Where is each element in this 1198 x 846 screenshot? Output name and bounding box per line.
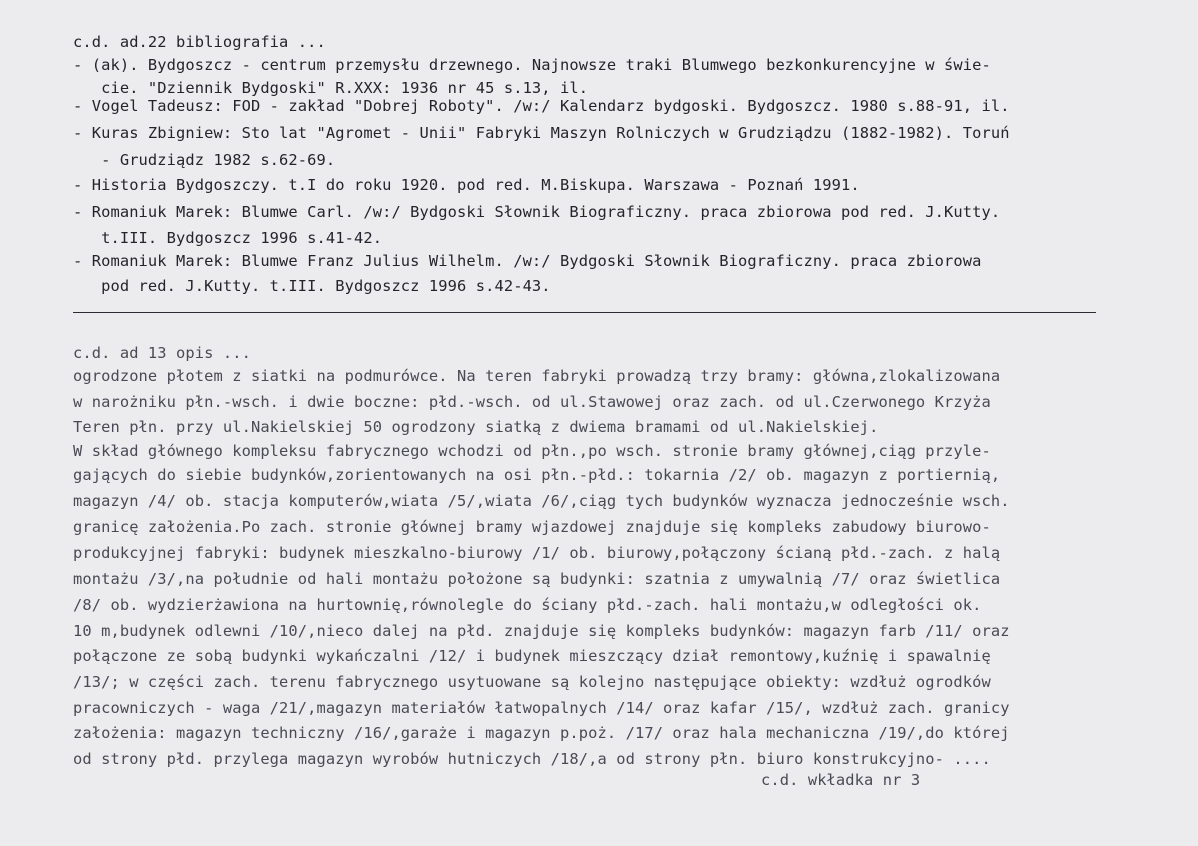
description-line: produkcyjnej fabryki: budynek mieszkalno-biurowy /1/ ob. biurowy,połączony ścianą płd.-zach. z halą bbox=[73, 544, 1001, 562]
bibliography-line: cie. "Dziennik Bydgoski" R.XXX: 1936 nr 45 s.13, il. bbox=[73, 79, 589, 97]
bibliography-line: - (ak). Bydgoszcz - centrum przemysłu drzewnego. Najnowsze traki Blumwego bezkonkurencyjne w świe- bbox=[73, 56, 991, 74]
bibliography-line: pod red. J.Kutty. t.III. Bydgoszcz 1996 s.42-43. bbox=[73, 277, 551, 295]
description-line: gających do siebie budynków,zorientowanych na osi płn.-płd.: tokarnia /2/ ob. magazyn z portiernią, bbox=[73, 466, 1001, 484]
description-line: granicę założenia.Po zach. stronie głównej bramy wjazdowej znajduje się kompleks zabudowy biurowo- bbox=[73, 518, 991, 536]
description-line: montażu /3/,na południe od hali montażu położone są budynki: szatnia z umywalnią /7/ oraz świetlica bbox=[73, 570, 1001, 588]
bibliography-line: - Romaniuk Marek: Blumwe Carl. /w:/ Bydgoski Słownik Biograficzny. praca zbiorowa pod red. J.Kutty. bbox=[73, 203, 1001, 221]
description-line: ogrodzone płotem z siatki na podmurówce. Na teren fabryki prowadzą trzy bramy: główna,zlokalizowana bbox=[73, 367, 1001, 385]
description-line: /8/ ob. wydzierżawiona na hurtownię,równolegle do ściany płd.-zach. hali montażu,w odległości ok. bbox=[73, 596, 982, 614]
description-line: od strony płd. przylega magazyn wyrobów hutniczych /18/,a od strony płn. biuro konstrukcyjno- .... bbox=[73, 750, 991, 768]
description-line: połączone ze sobą budynki wykańczalni /12/ i budynek mieszczący dział remontowy,kuźnię i spawalnię bbox=[73, 647, 991, 665]
section-divider bbox=[73, 312, 1096, 313]
description-line: w narożniku płn.-wsch. i dwie boczne: płd.-wsch. od ul.Stawowej oraz zach. od ul.Czerwonego Krzyża bbox=[73, 393, 991, 411]
description-line: /13/; w części zach. terenu fabrycznego usytuowane są kolejno następujące obiekty: wzdłuż ogrodków bbox=[73, 673, 991, 691]
bibliography-line: - Grudziądz 1982 s.62-69. bbox=[73, 151, 336, 169]
bibliography-line: t.III. Bydgoszcz 1996 s.41-42. bbox=[73, 229, 383, 247]
description-heading: c.d. ad 13 opis ... bbox=[73, 344, 251, 362]
description-line: założenia: magazyn techniczny /16/,garaże i magazyn p.poż. /17/ oraz hala mechaniczna /19/,do której bbox=[73, 724, 1010, 742]
bibliography-line: - Kuras Zbigniew: Sto lat "Agromet - Unii" Fabryki Maszyn Rolniczych w Grudziądzu (1882-1982). Toruń bbox=[73, 124, 1010, 142]
bibliography-heading: c.d. ad.22 bibliografia ... bbox=[73, 33, 326, 51]
description-line: W skład głównego kompleksu fabrycznego wchodzi od płn.,po wsch. stronie bramy głównej,ciąg przyle- bbox=[73, 442, 991, 460]
description-line: Teren płn. przy ul.Nakielskiej 50 ogrodzony siatką z dwiema bramami od ul.Nakielskiej. bbox=[73, 418, 879, 436]
description-line: pracowniczych - waga /21/,magazyn materiałów łatwopalnych /14/ oraz kafar /15/, wzdłuż zach. granicy bbox=[73, 699, 1010, 717]
bibliography-line: - Romaniuk Marek: Blumwe Franz Julius Wilhelm. /w:/ Bydgoski Słownik Biograficzny. praca zbiorowa bbox=[73, 252, 982, 270]
description-line: 10 m,budynek odlewni /10/,nieco dalej na płd. znajduje się kompleks budynków: magazyn farb /11/ oraz bbox=[73, 622, 1010, 640]
description-line: magazyn /4/ ob. stacja komputerów,wiata /5/,wiata /6/,ciąg tych budynków wyznacza jednocześnie wsch. bbox=[73, 492, 1010, 510]
continuation-note: c.d. wkładka nr 3 bbox=[761, 771, 921, 789]
bibliography-line: - Vogel Tadeusz: FOD - zakład "Dobrej Roboty". /w:/ Kalendarz bydgoski. Bydgoszcz. 1980 s.88-91, il. bbox=[73, 97, 1010, 115]
bibliography-line: - Historia Bydgoszczy. t.I do roku 1920. pod red. M.Biskupa. Warszawa - Poznań 1991. bbox=[73, 176, 860, 194]
